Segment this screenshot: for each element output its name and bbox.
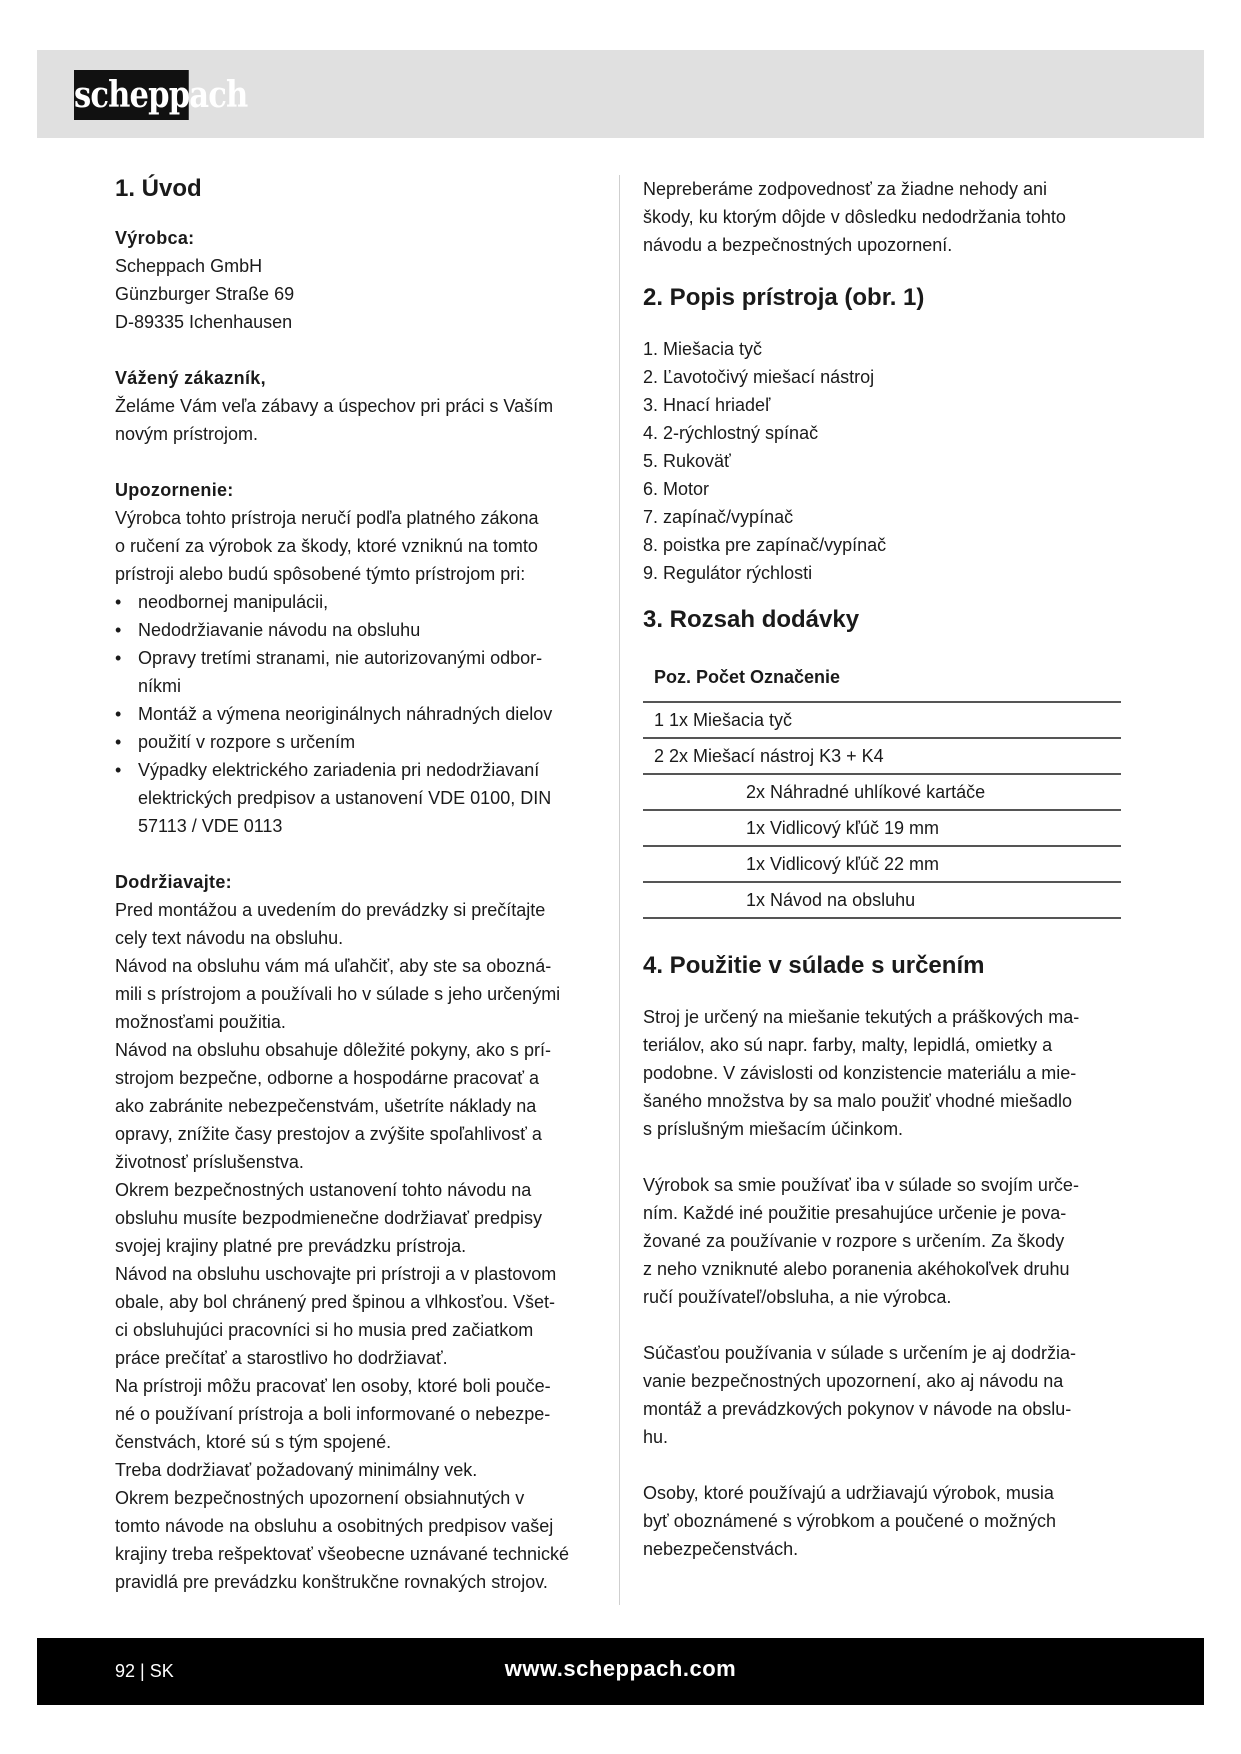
text-line: svojej krajiny platné pre prevádzku prístroja. xyxy=(115,1236,467,1256)
text-line: Osoby, ktoré používajú a udržiavajú výrobok, musia xyxy=(643,1483,1054,1503)
manufacturer-address xyxy=(115,252,601,336)
text-line: novým prístrojom. xyxy=(115,424,259,444)
text-line: tomto návode na obsluhu a osobitných predpisov vašej xyxy=(115,1516,554,1536)
text-line: Želáme Vám veľa zábavy a úspechov pri práci s Vaším xyxy=(115,396,554,416)
table-row: 2x Náhradné uhlíkové kartáče xyxy=(643,773,1121,809)
text-line: vanie bezpečnostných upozornení, ako aj návodu na xyxy=(643,1371,1064,1391)
parts-list xyxy=(643,335,1130,587)
website-link[interactable]: www.scheppach.com xyxy=(504,1656,737,1681)
part-item: 5. Rukoväť xyxy=(643,451,731,471)
part-item: 3. Hnací hriadeľ xyxy=(643,395,771,415)
text-line: Stroj je určený na miešanie tekutých a práškových ma- xyxy=(643,1007,1080,1027)
list-item: • Nedodržiavanie návodu na obsluhu xyxy=(115,616,601,644)
notice-label: Upozornenie: xyxy=(115,480,234,500)
text-line: Výrobca tohto prístroja neručí podľa platného zákona xyxy=(115,508,539,528)
usage-paragraph-3 xyxy=(643,1339,1130,1451)
page-footer xyxy=(37,1638,1204,1705)
text-line: Okrem bezpečnostných upozornení obsiahnutých v xyxy=(115,1488,525,1508)
text-line: Günzburger Straße 69 xyxy=(115,284,295,304)
text-line: Okrem bezpečnostných ustanovení tohto návodu na xyxy=(115,1180,532,1200)
text-line: Pred montážou a uvedením do prevádzky si prečítajte xyxy=(115,900,546,920)
text-line: návodu a bezpečnostných upozornení. xyxy=(643,235,953,255)
table-row: 1x Návod na obsluhu xyxy=(643,881,1121,917)
text-line: podobne. V závislosti od konzistencie materiálu a mie- xyxy=(643,1063,1077,1083)
part-item: 4. 2-rýchlostný spínač xyxy=(643,423,819,443)
text-line: cely text návodu na obsluhu. xyxy=(115,928,344,948)
text-line: nebezpečenstvách. xyxy=(643,1539,799,1559)
table-row: 2 2x Miešací nástroj K3 + K4 xyxy=(643,737,1121,773)
table-row: 1x Vidlicový kľúč 22 mm xyxy=(643,845,1121,881)
text-line: Súčasťou používania v súlade s určením je aj dodržia- xyxy=(643,1343,1076,1363)
text-line: práce prečítať a starostlivo ho dodržiavať. xyxy=(115,1348,448,1368)
column-divider xyxy=(619,175,620,1605)
table-row: 1x Vidlicový kľúč 19 mm xyxy=(643,809,1121,845)
manufacturer-label: Výrobca: xyxy=(115,228,195,248)
text-line: Treba dodržiavať požadovaný minimálny vek. xyxy=(115,1460,478,1480)
text-line: o ručení za výrobok za škody, ktoré vzniknú na tomto xyxy=(115,536,538,556)
usage-paragraph-4 xyxy=(643,1479,1130,1563)
text-line: né o používaní prístroja a boli informované o nebezpe- xyxy=(115,1404,551,1424)
section-1-title: 1. Úvod xyxy=(115,175,202,202)
text-line: Návod na obsluhu uschovajte pri prístroji a v plastovom xyxy=(115,1264,557,1284)
text-line: Scheppach GmbH xyxy=(115,256,263,276)
text-line: teriálov, ako sú napr. farby, malty, lepidlá, omietky a xyxy=(643,1035,1053,1055)
part-item: 8. poistka pre zapínač/vypínač xyxy=(643,535,887,555)
text-line: Výrobok sa smie používať iba v súlade so svojím urče- xyxy=(643,1175,1079,1195)
liability-list xyxy=(115,588,601,840)
part-item: 1. Miešacia tyč xyxy=(643,339,763,359)
list-item: • Opravy tretími stranami, nie autorizovanými odbor- níkmi xyxy=(115,644,601,700)
text-line: Návod na obsluhu obsahuje dôležité pokyny, ako s prí- xyxy=(115,1040,551,1060)
delivery-table xyxy=(643,657,1121,919)
text-line: strojom bezpečne, odborne a hospodárne pracovať a xyxy=(115,1068,540,1088)
text-line: ním. Každé iné použitie presahujúce určenie je pova- xyxy=(643,1203,1067,1223)
part-item: 9. Regulátor rýchlosti xyxy=(643,563,813,583)
scheppach-logo: scheppach xyxy=(74,70,189,120)
text-line: pravidlá pre prevádzku konštrukčne rovnakých strojov. xyxy=(115,1572,548,1592)
list-item: • použití v rozpore s určením xyxy=(115,728,601,756)
text-line: možnosťami použitia. xyxy=(115,1012,286,1032)
text-line: čenstvách, ktoré sú s tým spojené. xyxy=(115,1432,392,1452)
text-line: životnosť príslušenstva. xyxy=(115,1152,304,1172)
customer-label: Vážený zákazník, xyxy=(115,368,266,388)
list-item: • neodbornej manipulácii, xyxy=(115,588,601,616)
page-header xyxy=(37,50,1204,138)
text-line: mili s prístrojom a používali ho v súlade s jeho určenými xyxy=(115,984,561,1004)
text-line: škody, ku ktorým dôjde v dôsledku nedodržania tohto xyxy=(643,207,1066,227)
text-line: Návod na obsluhu vám má uľahčiť, aby ste sa obozná- xyxy=(115,956,552,976)
list-item: • Montáž a výmena neoriginálnych náhradných dielov xyxy=(115,700,601,728)
text-line: Na prístroji môžu pracovať len osoby, ktoré boli pouče- xyxy=(115,1376,551,1396)
section-4-title: 4. Použitie v súlade s určením xyxy=(643,952,985,979)
text-line: ako zabránite nebezpečenstvám, ušetríte náklady na xyxy=(115,1096,537,1116)
text-line: obale, aby bol chránený pred špinou a vlhkosťou. Všet- xyxy=(115,1292,556,1312)
table-header: Poz. Počet Označenie xyxy=(654,667,841,687)
text-line: hu. xyxy=(643,1427,669,1447)
text-line: z neho vzniknuté alebo poranenia akéhokoľvek druhu xyxy=(643,1259,1070,1279)
text-line: montáž a prevádzkových pokynov v návode na obslu- xyxy=(643,1399,1072,1419)
section-2-title: 2. Popis prístroja (obr. 1) xyxy=(643,284,925,311)
text-line: krajiny treba rešpektovať všeobecne uznávané technické xyxy=(115,1544,570,1564)
text-line: obsluhu musíte bezpodmienečne dodržiavať predpisy xyxy=(115,1208,543,1228)
page-number: 92 | SK xyxy=(115,1661,174,1681)
text-line: prístroji alebo budú spôsobené týmto prístrojom pri: xyxy=(115,564,526,584)
observe-label: Dodržiavajte: xyxy=(115,872,232,892)
section-3-title: 3. Rozsah dodávky xyxy=(643,606,860,633)
text-line: žované za používanie v rozpore s určením. Za škody xyxy=(643,1231,1065,1251)
text-line: D-89335 Ichenhausen xyxy=(115,312,293,332)
left-column xyxy=(115,175,601,1596)
part-item: 7. zapínač/vypínač xyxy=(643,507,794,527)
table-row: 1 1x Miešacia tyč xyxy=(643,701,1121,737)
usage-paragraph-1 xyxy=(643,1003,1130,1143)
text-line: opravy, znížite časy prestojov a zvýšite spoľahlivosť a xyxy=(115,1124,542,1144)
observe-text xyxy=(115,896,601,1596)
text-line: ručí používateľ/obsluha, a nie výrobca. xyxy=(643,1287,952,1307)
text-line: s príslušným miešacím účinkom. xyxy=(643,1119,904,1139)
text-line: ci obsluhujúci pracovníci si ho musia pred začiatkom xyxy=(115,1320,534,1340)
text-line: šaného množstva by sa malo použiť vhodné miešadlo xyxy=(643,1091,1072,1111)
text-line: Nepreberáme zodpovednosť za žiadne nehody ani xyxy=(643,179,1048,199)
list-item: • Výpadky elektrického zariadenia pri nedodržiavaní elektrických predpisov a ustanovení VDE 0100, DIN 57113 / VDE 0113 xyxy=(115,756,601,840)
text-line: byť oboznámené s výrobkom a poučené o možných xyxy=(643,1511,1056,1531)
usage-paragraph-2 xyxy=(643,1171,1130,1311)
part-item: 6. Motor xyxy=(643,479,710,499)
part-item: 2. Ľavotočivý miešací nástroj xyxy=(643,367,875,387)
right-column xyxy=(643,175,1130,1563)
